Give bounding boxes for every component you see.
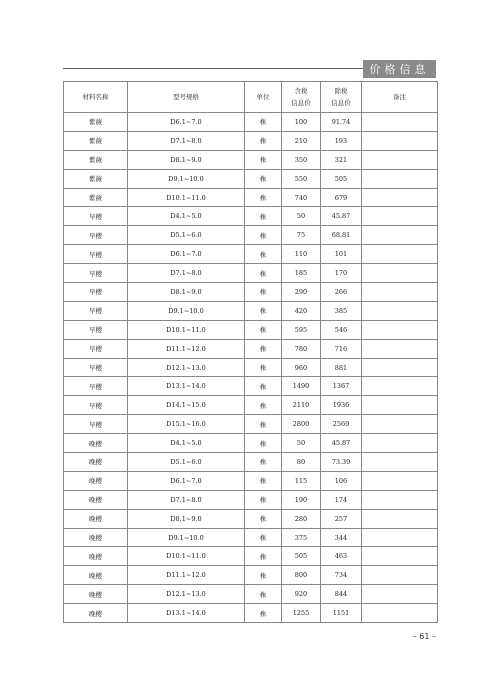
- col-header-tax-included-line2: 信息价: [291, 99, 311, 107]
- cell-spec: D8.1~9.0: [128, 509, 245, 528]
- cell-tax-included-price: 75: [282, 226, 321, 245]
- cell-tax-excluded-price: 266: [321, 283, 362, 302]
- table-row: [64, 207, 438, 226]
- table-row: [64, 528, 438, 547]
- cell-tax-included-price: 185: [282, 264, 321, 283]
- cell-note: [362, 396, 438, 415]
- cell-unit: 株: [245, 509, 282, 528]
- cell-unit: 株: [245, 150, 282, 169]
- cell-spec: D10.1~11.0: [128, 547, 245, 566]
- cell-tax-excluded-price: 68.81: [321, 226, 362, 245]
- cell-unit: 株: [245, 566, 282, 585]
- table-row: [64, 150, 438, 169]
- cell-note: [362, 207, 438, 226]
- cell-note: [362, 490, 438, 509]
- table-row: [64, 283, 438, 302]
- cell-tax-included-price: 1490: [282, 377, 321, 396]
- cell-spec: D8.1~9.0: [128, 150, 245, 169]
- cell-tax-excluded-price: 463: [321, 547, 362, 566]
- table-row: [64, 453, 438, 472]
- cell-material-name: 晚樱: [64, 490, 128, 509]
- cell-spec: D7.1~8.0: [128, 264, 245, 283]
- cell-note: [362, 566, 438, 585]
- table-row: [64, 169, 438, 188]
- cell-unit: 株: [245, 358, 282, 377]
- cell-tax-excluded-price: 1367: [321, 377, 362, 396]
- cell-unit: 株: [245, 245, 282, 264]
- cell-spec: D14.1~15.0: [128, 396, 245, 415]
- cell-material-name: 早樱: [64, 396, 128, 415]
- cell-tax-excluded-price: 101: [321, 245, 362, 264]
- price-table: [63, 81, 438, 623]
- cell-tax-included-price: 115: [282, 471, 321, 490]
- cell-note: [362, 453, 438, 472]
- col-header-tax-excluded-line1: 除税: [334, 87, 348, 95]
- table-row: [64, 188, 438, 207]
- cell-note: [362, 358, 438, 377]
- cell-unit: 株: [245, 377, 282, 396]
- cell-spec: D13.1~14.0: [128, 604, 245, 623]
- section-title-tab: 价格信息: [363, 60, 436, 78]
- cell-tax-included-price: 595: [282, 320, 321, 339]
- cell-note: [362, 415, 438, 434]
- cell-spec: D10.1~11.0: [128, 320, 245, 339]
- cell-unit: 株: [245, 585, 282, 604]
- cell-material-name: 早樱: [64, 283, 128, 302]
- cell-material-name: 紫薇: [64, 188, 128, 207]
- cell-spec: D6.1~7.0: [128, 113, 245, 132]
- cell-material-name: 紫薇: [64, 131, 128, 150]
- cell-material-name: 早樱: [64, 245, 128, 264]
- col-header-unit: 单位: [245, 82, 282, 113]
- col-header-tax-excluded-line2: 信息价: [331, 99, 351, 107]
- cell-material-name: 晚樱: [64, 547, 128, 566]
- cell-tax-excluded-price: 716: [321, 339, 362, 358]
- cell-spec: D12.1~13.0: [128, 585, 245, 604]
- cell-tax-included-price: 280: [282, 509, 321, 528]
- cell-unit: 株: [245, 131, 282, 150]
- cell-tax-included-price: 100: [282, 113, 321, 132]
- table-body: [64, 113, 438, 623]
- cell-tax-included-price: 210: [282, 131, 321, 150]
- cell-material-name: 早樱: [64, 339, 128, 358]
- cell-unit: 株: [245, 113, 282, 132]
- cell-tax-included-price: 80: [282, 453, 321, 472]
- cell-tax-excluded-price: 170: [321, 264, 362, 283]
- cell-tax-excluded-price: 321: [321, 150, 362, 169]
- col-header-spec: 型号规格: [128, 82, 245, 113]
- cell-note: [362, 150, 438, 169]
- cell-tax-included-price: 1255: [282, 604, 321, 623]
- table-row: [64, 113, 438, 132]
- cell-unit: 株: [245, 264, 282, 283]
- cell-tax-excluded-price: 881: [321, 358, 362, 377]
- cell-tax-excluded-price: 106: [321, 471, 362, 490]
- cell-unit: 株: [245, 415, 282, 434]
- cell-note: [362, 301, 438, 320]
- cell-tax-included-price: 2110: [282, 396, 321, 415]
- cell-tax-excluded-price: 2569: [321, 415, 362, 434]
- table-row: [64, 490, 438, 509]
- cell-material-name: 晚樱: [64, 434, 128, 453]
- cell-tax-included-price: 550: [282, 169, 321, 188]
- cell-spec: D8.1~9.0: [128, 283, 245, 302]
- cell-unit: 株: [245, 490, 282, 509]
- cell-unit: 株: [245, 188, 282, 207]
- cell-unit: 株: [245, 528, 282, 547]
- table-row: [64, 604, 438, 623]
- cell-note: [362, 113, 438, 132]
- cell-tax-included-price: 50: [282, 207, 321, 226]
- cell-spec: D9.1~10.0: [128, 528, 245, 547]
- cell-spec: D11.1~12.0: [128, 566, 245, 585]
- cell-material-name: 早樱: [64, 377, 128, 396]
- cell-note: [362, 471, 438, 490]
- cell-material-name: 早樱: [64, 301, 128, 320]
- cell-spec: D7.1~8.0: [128, 490, 245, 509]
- cell-tax-excluded-price: 45.87: [321, 434, 362, 453]
- cell-spec: D4.1~5.0: [128, 434, 245, 453]
- table-row: [64, 547, 438, 566]
- cell-tax-included-price: 50: [282, 434, 321, 453]
- cell-note: [362, 264, 438, 283]
- cell-tax-excluded-price: 344: [321, 528, 362, 547]
- cell-tax-excluded-price: 734: [321, 566, 362, 585]
- cell-tax-included-price: 290: [282, 283, 321, 302]
- cell-spec: D4.1~5.0: [128, 207, 245, 226]
- cell-tax-excluded-price: 174: [321, 490, 362, 509]
- cell-spec: D6.1~7.0: [128, 245, 245, 264]
- col-header-tax-excluded-price: [321, 82, 362, 113]
- cell-material-name: 晚樱: [64, 471, 128, 490]
- cell-material-name: 晚樱: [64, 509, 128, 528]
- cell-spec: D10.1~11.0: [128, 188, 245, 207]
- cell-spec: D7.1~8.0: [128, 131, 245, 150]
- cell-note: [362, 585, 438, 604]
- cell-tax-included-price: 190: [282, 490, 321, 509]
- cell-material-name: 晚樱: [64, 528, 128, 547]
- cell-note: [362, 434, 438, 453]
- cell-note: [362, 131, 438, 150]
- table-row: [64, 415, 438, 434]
- cell-material-name: 早樱: [64, 264, 128, 283]
- cell-tax-included-price: 110: [282, 245, 321, 264]
- cell-unit: 株: [245, 604, 282, 623]
- cell-tax-included-price: 420: [282, 301, 321, 320]
- cell-unit: 株: [245, 283, 282, 302]
- cell-tax-included-price: 2800: [282, 415, 321, 434]
- cell-tax-excluded-price: 1936: [321, 396, 362, 415]
- cell-material-name: 早樱: [64, 226, 128, 245]
- cell-unit: 株: [245, 301, 282, 320]
- cell-tax-excluded-price: 1151: [321, 604, 362, 623]
- col-header-tax-included-line1: 含税: [294, 87, 308, 95]
- cell-tax-included-price: 920: [282, 585, 321, 604]
- cell-tax-excluded-price: 505: [321, 169, 362, 188]
- cell-unit: 株: [245, 396, 282, 415]
- cell-tax-excluded-price: 844: [321, 585, 362, 604]
- cell-tax-included-price: 800: [282, 566, 321, 585]
- col-header-tax-included-price: [282, 82, 321, 113]
- cell-material-name: 早樱: [64, 207, 128, 226]
- cell-spec: D5.1~6.0: [128, 226, 245, 245]
- cell-unit: 株: [245, 471, 282, 490]
- table-row: [64, 358, 438, 377]
- table-row: [64, 396, 438, 415]
- cell-tax-excluded-price: 73.39: [321, 453, 362, 472]
- cell-tax-excluded-price: 45.87: [321, 207, 362, 226]
- cell-material-name: 紫薇: [64, 150, 128, 169]
- cell-note: [362, 188, 438, 207]
- cell-tax-excluded-price: 193: [321, 131, 362, 150]
- table-row: [64, 509, 438, 528]
- table-header-row: [64, 82, 438, 113]
- cell-spec: D9.1~10.0: [128, 169, 245, 188]
- table-row: [64, 131, 438, 150]
- page-number: – 61 –: [412, 632, 436, 641]
- cell-note: [362, 320, 438, 339]
- cell-material-name: 早樱: [64, 320, 128, 339]
- table-row: [64, 264, 438, 283]
- cell-spec: D15.1~16.0: [128, 415, 245, 434]
- cell-tax-included-price: 740: [282, 188, 321, 207]
- cell-material-name: 早樱: [64, 358, 128, 377]
- cell-note: [362, 283, 438, 302]
- cell-unit: 株: [245, 453, 282, 472]
- table-row: [64, 226, 438, 245]
- cell-unit: 株: [245, 339, 282, 358]
- table-row: [64, 339, 438, 358]
- col-header-note: 备注: [362, 82, 438, 113]
- cell-tax-excluded-price: 257: [321, 509, 362, 528]
- table-row: [64, 245, 438, 264]
- cell-note: [362, 509, 438, 528]
- header-rule: [63, 68, 363, 69]
- cell-note: [362, 245, 438, 264]
- cell-unit: 株: [245, 207, 282, 226]
- table-row: [64, 566, 438, 585]
- cell-material-name: 早樱: [64, 415, 128, 434]
- table-row: [64, 320, 438, 339]
- cell-spec: D12.1~13.0: [128, 358, 245, 377]
- cell-tax-excluded-price: 546: [321, 320, 362, 339]
- cell-tax-included-price: 505: [282, 547, 321, 566]
- table-row: [64, 377, 438, 396]
- cell-tax-excluded-price: 91.74: [321, 113, 362, 132]
- cell-material-name: 紫薇: [64, 113, 128, 132]
- cell-spec: D5.1~6.0: [128, 453, 245, 472]
- cell-material-name: 紫薇: [64, 169, 128, 188]
- table-row: [64, 585, 438, 604]
- cell-tax-included-price: 350: [282, 150, 321, 169]
- cell-note: [362, 547, 438, 566]
- cell-unit: 株: [245, 434, 282, 453]
- table-row: [64, 471, 438, 490]
- cell-tax-excluded-price: 385: [321, 301, 362, 320]
- cell-material-name: 晚樱: [64, 585, 128, 604]
- cell-material-name: 晚樱: [64, 566, 128, 585]
- cell-material-name: 晚樱: [64, 453, 128, 472]
- table-row: [64, 301, 438, 320]
- cell-spec: D13.1~14.0: [128, 377, 245, 396]
- cell-tax-excluded-price: 679: [321, 188, 362, 207]
- cell-note: [362, 169, 438, 188]
- cell-unit: 株: [245, 169, 282, 188]
- cell-tax-included-price: 375: [282, 528, 321, 547]
- col-header-material-name: 材料名称: [64, 82, 128, 113]
- cell-material-name: 晚樱: [64, 604, 128, 623]
- cell-note: [362, 528, 438, 547]
- cell-tax-included-price: 960: [282, 358, 321, 377]
- cell-note: [362, 377, 438, 396]
- cell-spec: D11.1~12.0: [128, 339, 245, 358]
- table-row: [64, 434, 438, 453]
- cell-note: [362, 604, 438, 623]
- cell-unit: 株: [245, 226, 282, 245]
- cell-note: [362, 226, 438, 245]
- cell-spec: D6.1~7.0: [128, 471, 245, 490]
- cell-unit: 株: [245, 547, 282, 566]
- cell-unit: 株: [245, 320, 282, 339]
- cell-tax-included-price: 780: [282, 339, 321, 358]
- cell-spec: D9.1~10.0: [128, 301, 245, 320]
- cell-note: [362, 339, 438, 358]
